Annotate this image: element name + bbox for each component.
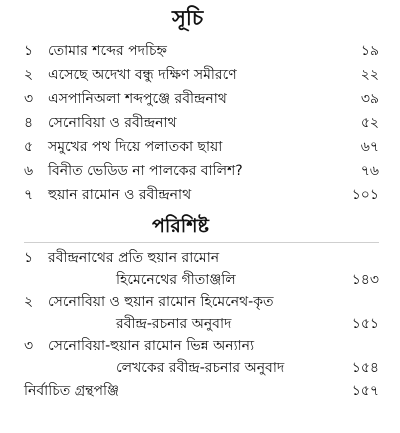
contents-entry bbox=[24, 89, 379, 109]
entry-number: ১ bbox=[24, 250, 34, 266]
contents-entry bbox=[24, 41, 379, 61]
entry-number: ৭ bbox=[24, 187, 34, 203]
entry-title-line-2: লেখকের রবীন্দ্র-রচনার অনুবাদ bbox=[116, 360, 285, 376]
contents-entry bbox=[24, 137, 379, 157]
bibliography-title: নির্বাচিত গ্রন্থপঞ্জি bbox=[24, 383, 119, 399]
appendix-entry-continued bbox=[24, 270, 379, 290]
entry-page-number: ২২ bbox=[360, 67, 379, 83]
contents-entry bbox=[24, 65, 379, 85]
entry-page-number: ১৫৭ bbox=[351, 383, 379, 399]
entry-page-number: ১৯ bbox=[360, 43, 379, 59]
entry-page-number: ৩৯ bbox=[360, 91, 379, 107]
entry-number: ১ bbox=[24, 43, 34, 59]
entry-title-line-2: রবীন্দ্র-রচনার অনুবাদ bbox=[116, 316, 232, 332]
entry-title-line-1: রবীন্দ্রনাথের প্রতি হুয়ান রামোন bbox=[48, 250, 220, 266]
entry-page-number: ১৪৩ bbox=[351, 272, 379, 288]
entry-number: ২ bbox=[24, 294, 34, 310]
appendix-title: পরিশিষ্ট bbox=[152, 215, 209, 237]
entry-number: ৬ bbox=[24, 163, 34, 179]
contents-entry bbox=[24, 113, 379, 133]
entry-title: সেনোবিয়া ও রবীন্দ্রনাথ bbox=[48, 115, 177, 131]
entry-title: হুয়ান রামোন ও রবীন্দ্রনাথ bbox=[48, 187, 192, 203]
entry-number: ২ bbox=[24, 67, 34, 83]
entry-title: সমুখের পথ দিয়ে পলাতকা ছায়া bbox=[48, 139, 223, 155]
entry-page-number: ৭৬ bbox=[360, 163, 379, 179]
entry-title: বিনীত ভেডিড না পালকের বালিশ? bbox=[48, 163, 243, 179]
entry-page-number: ১৫১ bbox=[351, 316, 379, 332]
appendix-entry bbox=[24, 248, 379, 268]
entry-page-number: ১০১ bbox=[351, 187, 379, 203]
bibliography-entry bbox=[24, 381, 379, 401]
entry-title: তোমার শব্দের পদচিহ্ন bbox=[48, 43, 167, 59]
appendix-entry-continued bbox=[24, 358, 379, 378]
contents-title: সূচি bbox=[172, 6, 204, 30]
entry-number: ৫ bbox=[24, 139, 34, 155]
entry-number: ৩ bbox=[24, 338, 34, 354]
entry-title-line-1: সেনোবিয়া ও হুয়ান রামোন হিমেনেথ-কৃত bbox=[48, 294, 274, 310]
appendix-entry bbox=[24, 292, 379, 312]
entry-title: এসেছে অদেখা বন্ধু দক্ষিণ সমীরণে bbox=[48, 67, 237, 83]
divider bbox=[24, 242, 379, 243]
appendix-entry bbox=[24, 336, 379, 356]
entry-page-number: ১৫৪ bbox=[351, 360, 379, 376]
contents-entry bbox=[24, 185, 379, 205]
entry-title-line-1: সেনোবিয়া-হুয়ান রামোন ভিন্ন অন্যান্য bbox=[48, 338, 255, 354]
entry-title-line-2: হিমেনেথের গীতাঞ্জলি bbox=[116, 272, 236, 288]
entry-number: ৪ bbox=[24, 115, 34, 131]
entry-title: এসপানিঅলা শব্দপুঞ্জে রবীন্দ্রনাথ bbox=[48, 91, 227, 107]
entry-page-number: ৬৭ bbox=[360, 139, 379, 155]
entry-number: ৩ bbox=[24, 91, 34, 107]
contents-entry bbox=[24, 161, 379, 181]
entry-page-number: ৫২ bbox=[360, 115, 379, 131]
appendix-entry-continued bbox=[24, 314, 379, 334]
